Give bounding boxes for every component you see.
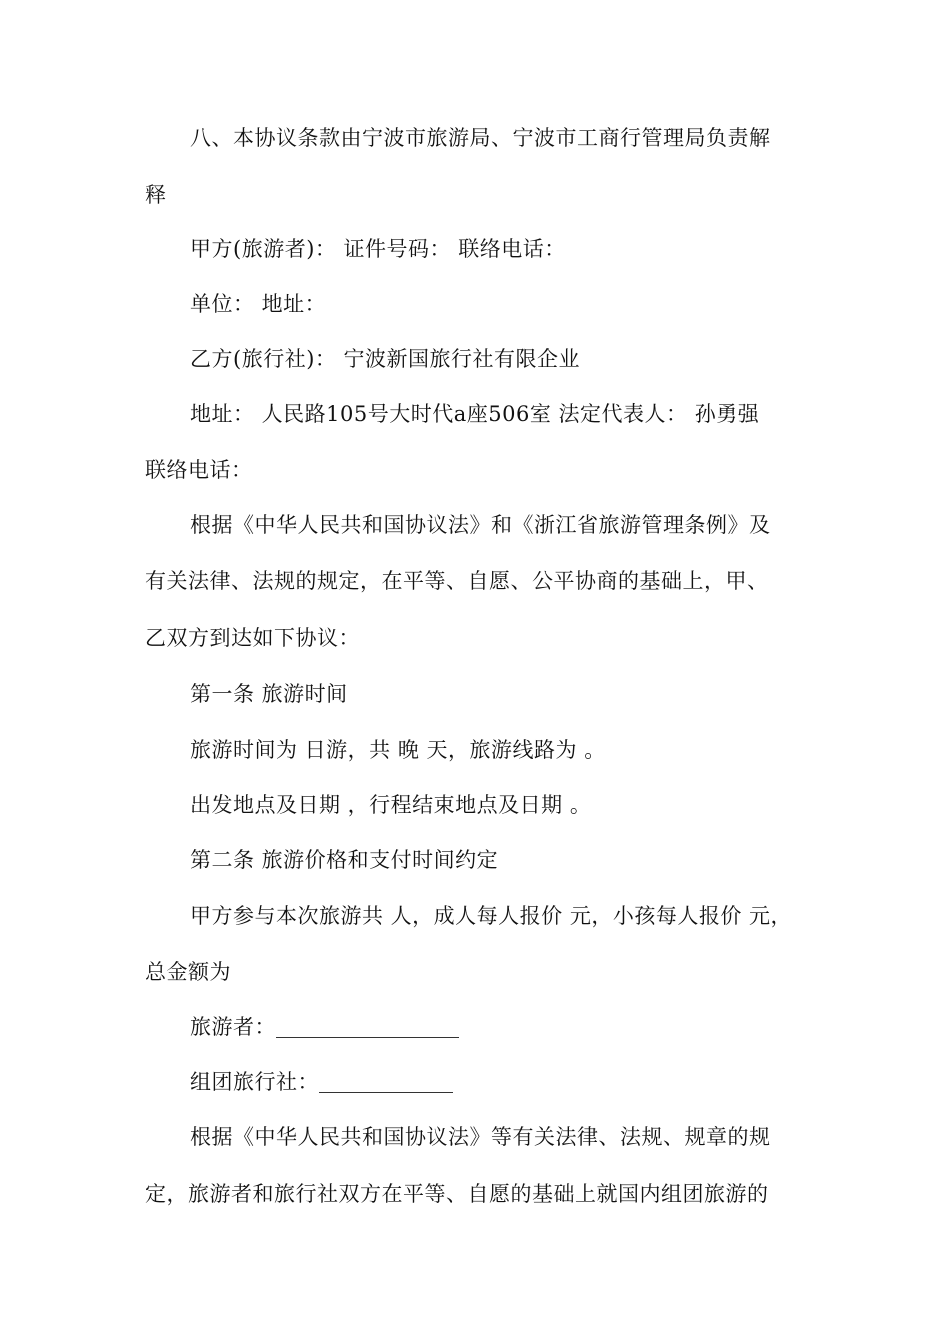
departure-line: 出发地点及日期 ，行程结束地点及日期 。 bbox=[190, 793, 592, 817]
article-one-heading: 第一条 旅游时间 bbox=[190, 682, 348, 706]
article-two-heading: 第二条 旅游价格和支付时间约定 bbox=[190, 848, 499, 872]
price-line-1: 甲方参与本次旅游共 人，成人每人报价 元，小孩每人报价 元， bbox=[190, 904, 793, 928]
party-b-address-line: 地址： 人民路105号大时代a座506室 法定代表人： 孙勇强 bbox=[190, 402, 760, 426]
preamble-line-2: 有关法律、法规的规定，在平等、自愿、公平协商的基础上，甲、 bbox=[145, 569, 769, 593]
contract-intro-line-2: 定，旅游者和旅行社双方在平等、自愿的基础上就国内组团旅游的 bbox=[145, 1182, 769, 1206]
preamble-line-3: 乙双方到达如下协议： bbox=[145, 626, 360, 650]
agency-signature-label: 组团旅行社： bbox=[190, 1070, 319, 1094]
contract-intro-line-1: 根据《中华人民共和国协议法》等有关法律、法规、规章的规 bbox=[190, 1125, 771, 1149]
preamble-line-1: 根据《中华人民共和国协议法》和《浙江省旅游管理条例》及 bbox=[190, 513, 771, 537]
party-b-phone-line: 联络电话： bbox=[145, 458, 253, 482]
agency-signature-blank[interactable] bbox=[319, 1072, 453, 1093]
clause-eight-line-2: 释 bbox=[145, 183, 167, 207]
tourist-signature-blank[interactable] bbox=[276, 1017, 459, 1038]
party-b-line: 乙方(旅行社)： 宁波新国旅行社有限企业 bbox=[190, 347, 581, 371]
clause-eight-line-1: 八、本协议条款由宁波市旅游局、宁波市工商行管理局负责解 bbox=[190, 126, 771, 150]
price-line-2: 总金额为 bbox=[145, 960, 231, 984]
agency-signature-line bbox=[190, 1067, 830, 1097]
tourist-signature-label: 旅游者： bbox=[190, 1015, 276, 1039]
party-a-unit-line: 单位： 地址： bbox=[190, 292, 327, 316]
travel-time-line: 旅游时间为 日游，共 晚 天，旅游线路为 。 bbox=[190, 738, 606, 762]
party-a-line: 甲方(旅游者)： 证件号码： 联络电话： bbox=[190, 237, 566, 261]
tourist-signature-line bbox=[190, 1012, 830, 1042]
